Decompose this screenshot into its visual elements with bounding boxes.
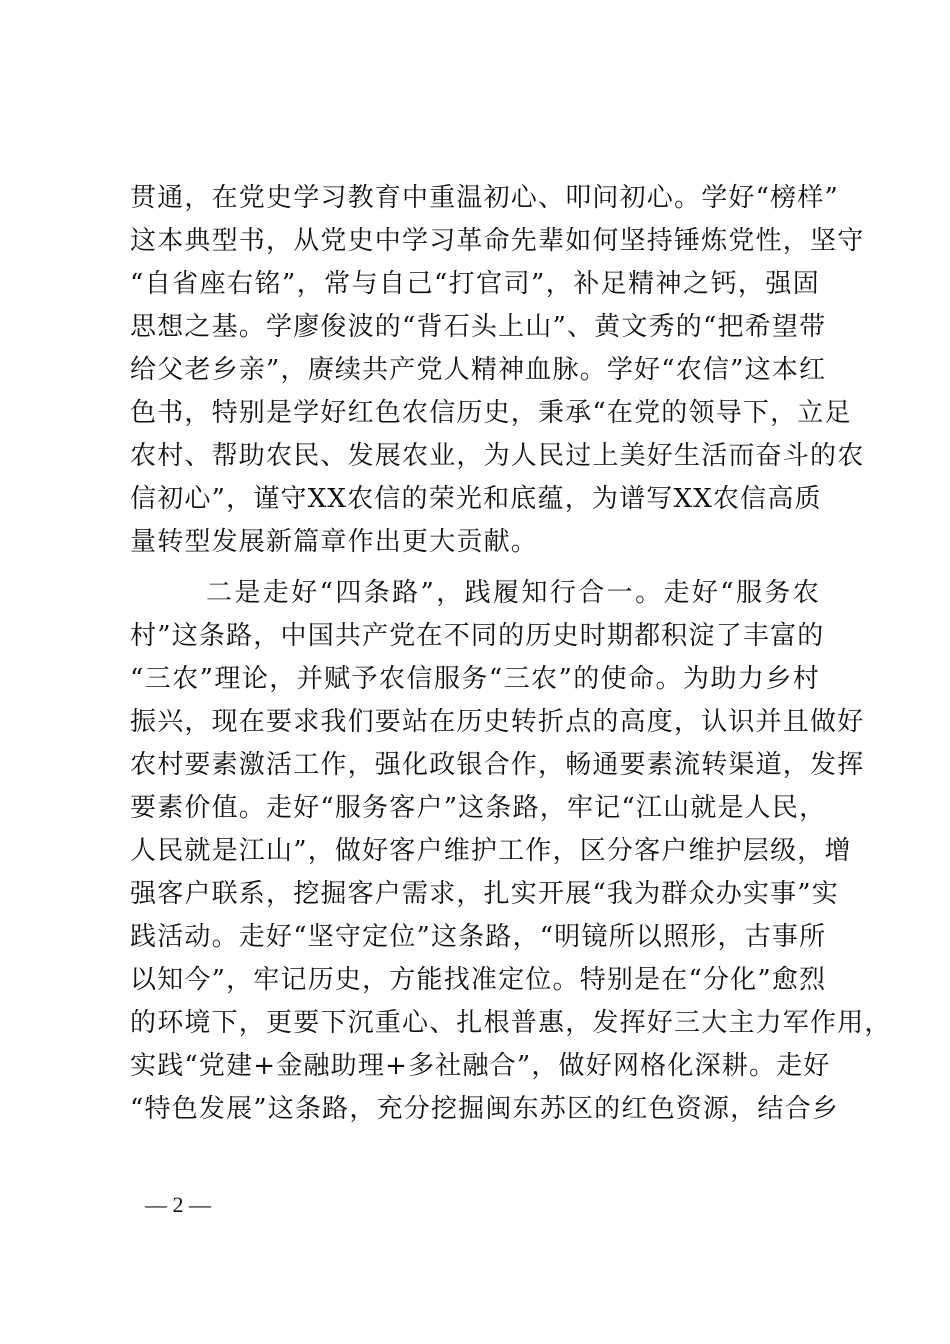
text-line: 给父老乡亲”，赓续共产党人精神血脉。学好“农信”这本红 (130, 355, 827, 385)
text-line: “特色发展”这条路，充分挖掘闽东苏区的红色资源，结合乡 (130, 1094, 839, 1124)
text-line: 农村、帮助农民、发展农业，为人民过上美好生活而奋斗的农 (130, 441, 865, 471)
text-line: 的环境下，更要下沉重心、扎根普惠，发挥好三大主力军作用， (130, 1008, 892, 1038)
text-line: 践活动。走好“坚守定位”这条路，“明镜所以照形，古事所 (130, 922, 827, 952)
text-line: 要素价值。走好“服务客户”这条路，牢记“江山就是人民， (130, 793, 827, 823)
page-number: — 2 — (145, 1192, 211, 1217)
text-line: “三农”理论，并赋予农信服务“三农”的使命。为助力乡村 (130, 664, 820, 694)
text-line: 以知今”，牢记历史，方能找准定位。特别是在“分化”愈烈 (130, 965, 827, 995)
text-line: “自省座右铭”，常与自己“打官司”，补足精神之钙，强固 (130, 269, 820, 299)
text-line: 量转型发展新篇章作出更大贡献。 (130, 527, 539, 557)
text-line: 强客户联系，挖掘客户需求，扎实开展“我为群众办实事”实 (130, 879, 839, 909)
paragraph-first-line: 二是走好“四条路”，践履知行合一。走好“服务农 (206, 578, 820, 608)
text-line: 思想之基。学廖俊波的“背石头上山”、黄文秀的“把希望带 (130, 312, 827, 342)
text-line: 实践“党建+金融助理+多社融合”，做好网格化深耕。走好 (130, 1051, 831, 1081)
text-line: 人民就是江山”，做好客户维护工作，区分客户维护层级，增 (130, 836, 852, 866)
text-line: 贯通，在党史学习教育中重温初心、叩问初心。学好“榜样” (130, 183, 839, 213)
text-line: 色书，特别是学好红色农信历史，秉承“在党的领导下，立足 (130, 398, 852, 428)
text-line: 这本典型书，从党史中学习革命先辈如何坚持锤炼党性，坚守 (130, 226, 865, 256)
text-line: 信初心”，谨守XX农信的荣光和底蕴，为谱写XX农信高质 (130, 484, 822, 514)
text-line: 振兴，现在要求我们要站在历史转折点的高度，认识并且做好 (130, 707, 865, 737)
text-line: 农村要素激活工作，强化政银合作，畅通要素流转渠道，发挥 (130, 750, 865, 780)
text-line: 村”这条路，中国共产党在不同的历史时期都积淀了丰富的 (130, 621, 825, 651)
